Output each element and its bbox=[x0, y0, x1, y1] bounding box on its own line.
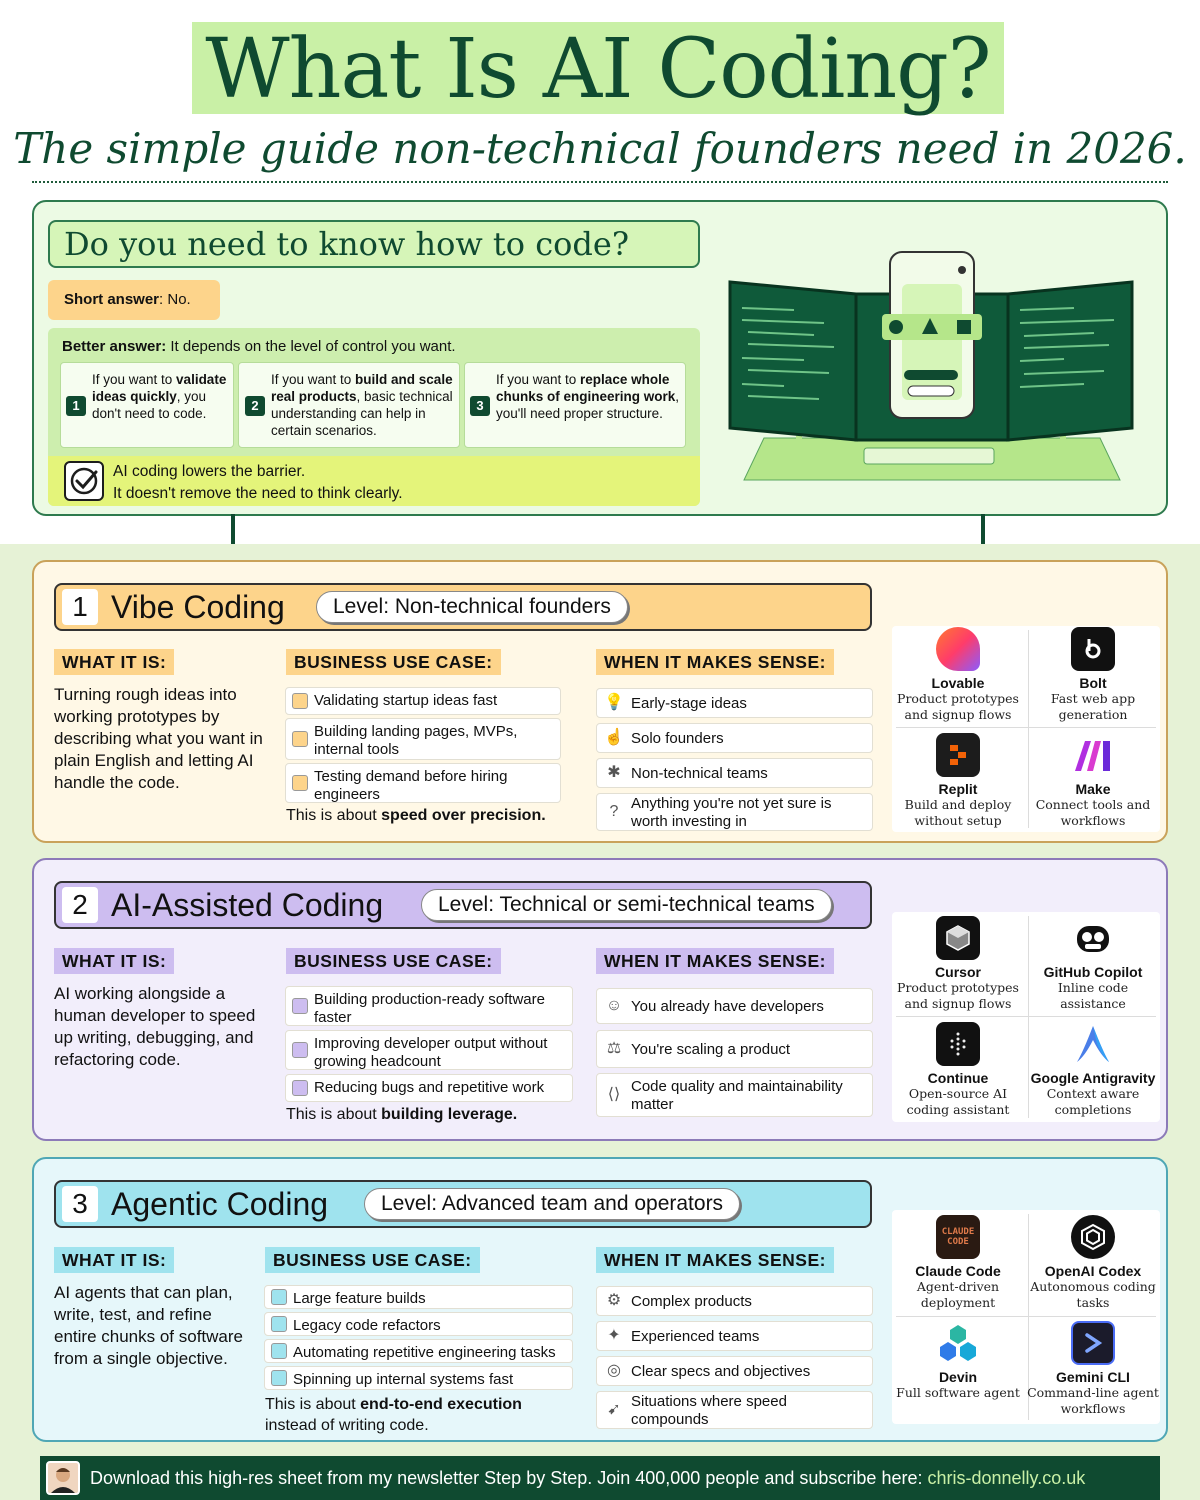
antigravity-icon bbox=[1071, 1022, 1115, 1066]
checkbox-icon bbox=[292, 998, 308, 1014]
tool-gemini-cli[interactable]: Gemini CLI Command-line agent workflows bbox=[1025, 1321, 1161, 1417]
divider bbox=[32, 181, 1168, 183]
heart-icon bbox=[936, 627, 980, 671]
divider bbox=[896, 1316, 1156, 1317]
openai-icon bbox=[1071, 1215, 1115, 1259]
short-answer: Short answer: No. bbox=[48, 280, 220, 320]
better-answer: Better answer: It depends on the level of control you want. bbox=[62, 338, 456, 355]
use-case-item: Legacy code refactors bbox=[264, 1312, 573, 1336]
team-icon: ✦ bbox=[607, 1327, 621, 1344]
question-icon: ? bbox=[609, 803, 619, 820]
level-badge: Level: Technical or semi-technical teams bbox=[421, 889, 832, 921]
level-badge: Level: Non-technical founders bbox=[316, 591, 628, 623]
checkbox-icon bbox=[271, 1289, 287, 1305]
divider bbox=[896, 1016, 1156, 1017]
checkbox-icon bbox=[292, 1080, 308, 1096]
use-case-item: Reducing bugs and repetitive work bbox=[285, 1074, 573, 1102]
option-text: If you want to build and scale real products, basic technical understanding can help in certain scenarios. bbox=[271, 372, 453, 438]
newsletter-link[interactable]: chris-donnelly.co.uk bbox=[927, 1468, 1086, 1488]
when-item: ➹ Situations where speed compounds bbox=[596, 1391, 873, 1429]
when-item: ? Anything you're not yet sure is worth investing in bbox=[596, 793, 873, 831]
checkbox-icon bbox=[292, 693, 308, 709]
person-icon: ✱ bbox=[607, 764, 621, 781]
replit-icon bbox=[936, 733, 980, 777]
use-label: BUSINESS USE CASE: bbox=[286, 649, 501, 675]
barrier-text: AI coding lowers the barrier. It doesn't remove the need to think clearly. bbox=[113, 463, 403, 502]
option-text: If you want to validate ideas quickly, you don't need to code. bbox=[92, 372, 227, 421]
tool-devin[interactable]: Devin Full software agent bbox=[890, 1321, 1026, 1401]
what-label: WHAT IT IS: bbox=[54, 1247, 174, 1273]
footer-text: Download this high-res sheet from my newsletter Step by Step. Join 400,000 people and subscribe here: chris-donnelly.co.uk bbox=[90, 1468, 1086, 1488]
what-text: AI working alongside a human developer to speed up writing, debugging, and refactoring code. bbox=[54, 984, 256, 1069]
what-label: WHAT IT IS: bbox=[54, 948, 174, 974]
tool-cursor[interactable]: Cursor Product prototypes and signup flows bbox=[890, 916, 1026, 1012]
bolt-icon bbox=[1071, 627, 1115, 671]
section-number: 2 bbox=[62, 887, 98, 923]
target-icon: ◎ bbox=[607, 1362, 621, 1379]
what-text: AI agents that can plan, write, test, and refine entire chunks of software from a single objective. bbox=[54, 1283, 243, 1368]
checkbox-icon bbox=[292, 1042, 308, 1058]
intro-question: Do you need to know how to code? bbox=[48, 220, 700, 268]
checkbox-icon bbox=[271, 1343, 287, 1359]
page-subtitle: The simple guide non-technical founders need in 2026. bbox=[13, 124, 1187, 173]
checkmark-icon bbox=[64, 461, 104, 501]
use-case-item: Validating startup ideas fast bbox=[285, 687, 561, 715]
tool-bolt[interactable]: Bolt Fast web app generation bbox=[1025, 627, 1161, 723]
devin-icon bbox=[936, 1321, 980, 1365]
page-title: What Is AI Coding? bbox=[205, 22, 991, 117]
option-number: 2 bbox=[245, 396, 265, 416]
divider bbox=[896, 727, 1156, 728]
checkbox-icon bbox=[271, 1370, 287, 1386]
tool-continue[interactable]: Continue Open-source AI coding assistant bbox=[890, 1022, 1026, 1118]
use-case-item: Building production-ready software faster bbox=[285, 986, 573, 1026]
tool-make[interactable]: Make Connect tools and workflows bbox=[1025, 733, 1161, 829]
checkbox-icon bbox=[292, 775, 308, 791]
connector bbox=[231, 514, 235, 544]
section-title: AI-Assisted Coding bbox=[111, 887, 384, 923]
when-item: ✦ Experienced teams bbox=[596, 1321, 873, 1351]
when-item: ⚖ You're scaling a product bbox=[596, 1030, 873, 1068]
when-item: ☝ Solo founders bbox=[596, 723, 873, 753]
rocket-icon: ➹ bbox=[607, 1401, 621, 1418]
make-icon bbox=[1071, 733, 1115, 777]
when-label: WHEN IT MAKES SENSE: bbox=[596, 1247, 834, 1273]
when-label: WHEN IT MAKES SENSE: bbox=[596, 649, 834, 675]
checkbox-icon bbox=[292, 731, 308, 747]
use-label: BUSINESS USE CASE: bbox=[286, 948, 501, 974]
when-item: ⚙ Complex products bbox=[596, 1286, 873, 1316]
scale-icon: ⚖ bbox=[606, 1040, 622, 1057]
tool-google-antigravity[interactable]: Google Antigravity Context aware completions bbox=[1025, 1022, 1161, 1118]
use-case-item: Testing demand before hiring engineers bbox=[285, 763, 561, 803]
checkbox-icon bbox=[271, 1316, 287, 1332]
hand-icon: ☝ bbox=[604, 729, 624, 746]
about-text: This is about building leverage. bbox=[286, 1106, 518, 1123]
tool-lovable[interactable]: Lovable Product prototypes and signup flows bbox=[890, 627, 1026, 723]
continue-icon bbox=[936, 1022, 980, 1066]
about-text: This is about speed over precision. bbox=[286, 807, 546, 824]
when-item: ☺ You already have developers bbox=[596, 988, 873, 1024]
copilot-icon bbox=[1071, 916, 1115, 960]
terminal-icon bbox=[1071, 1321, 1115, 1365]
what-label: WHAT IT IS: bbox=[54, 649, 174, 675]
tool-replit[interactable]: Replit Build and deploy without setup bbox=[890, 733, 1026, 829]
use-case-item: Improving developer output without growing headcount bbox=[285, 1030, 573, 1070]
use-case-item: Building landing pages, MVPs, internal tools bbox=[285, 718, 561, 760]
section-title: Vibe Coding bbox=[111, 589, 285, 625]
what-text: Turning rough ideas into working prototypes by describing what you want in plain English and letting AI handle the code. bbox=[54, 685, 263, 792]
when-item: 💡 Early-stage ideas bbox=[596, 688, 873, 718]
option-text: If you want to replace whole chunks of engineering work, you'll need proper structure. bbox=[496, 372, 680, 421]
option-number: 3 bbox=[470, 396, 490, 416]
about-text: This is about end-to-end execution instead of writing code. bbox=[265, 1396, 522, 1434]
option-number: 1 bbox=[66, 396, 86, 416]
avatar bbox=[46, 1461, 80, 1495]
connector bbox=[981, 514, 985, 544]
tool-claude-code[interactable]: CLAUDE CODE Claude Code Agent-driven deployment bbox=[890, 1215, 1026, 1311]
claude-code-icon: CLAUDE CODE bbox=[936, 1215, 980, 1259]
section-number: 3 bbox=[62, 1186, 98, 1222]
when-item: ⟨⟩ Code quality and maintainability matter bbox=[596, 1073, 873, 1117]
tool-github-copilot[interactable]: GitHub Copilot Inline code assistance bbox=[1025, 916, 1161, 1012]
developer-icon: ☺ bbox=[605, 997, 623, 1014]
section-number: 1 bbox=[62, 589, 98, 625]
section-title: Agentic Coding bbox=[111, 1186, 329, 1222]
computer-illustration bbox=[724, 248, 1140, 488]
when-item: ◎ Clear specs and objectives bbox=[596, 1356, 873, 1386]
lightbulb-icon: 💡 bbox=[604, 694, 624, 711]
gear-icon: ⚙ bbox=[606, 1292, 622, 1309]
use-case-item: Spinning up internal systems fast bbox=[264, 1366, 573, 1390]
cube-icon bbox=[936, 916, 980, 960]
when-label: WHEN IT MAKES SENSE: bbox=[596, 948, 834, 974]
use-label: BUSINESS USE CASE: bbox=[265, 1247, 480, 1273]
tool-openai-codex[interactable]: OpenAI Codex Autonomous coding tasks bbox=[1025, 1215, 1161, 1311]
use-case-item: Large feature builds bbox=[264, 1285, 573, 1309]
level-badge: Level: Advanced team and operators bbox=[364, 1188, 740, 1220]
when-item: ✱ Non-technical teams bbox=[596, 758, 873, 788]
use-case-item: Automating repetitive engineering tasks bbox=[264, 1339, 573, 1363]
code-icon: ⟨⟩ bbox=[607, 1086, 621, 1103]
